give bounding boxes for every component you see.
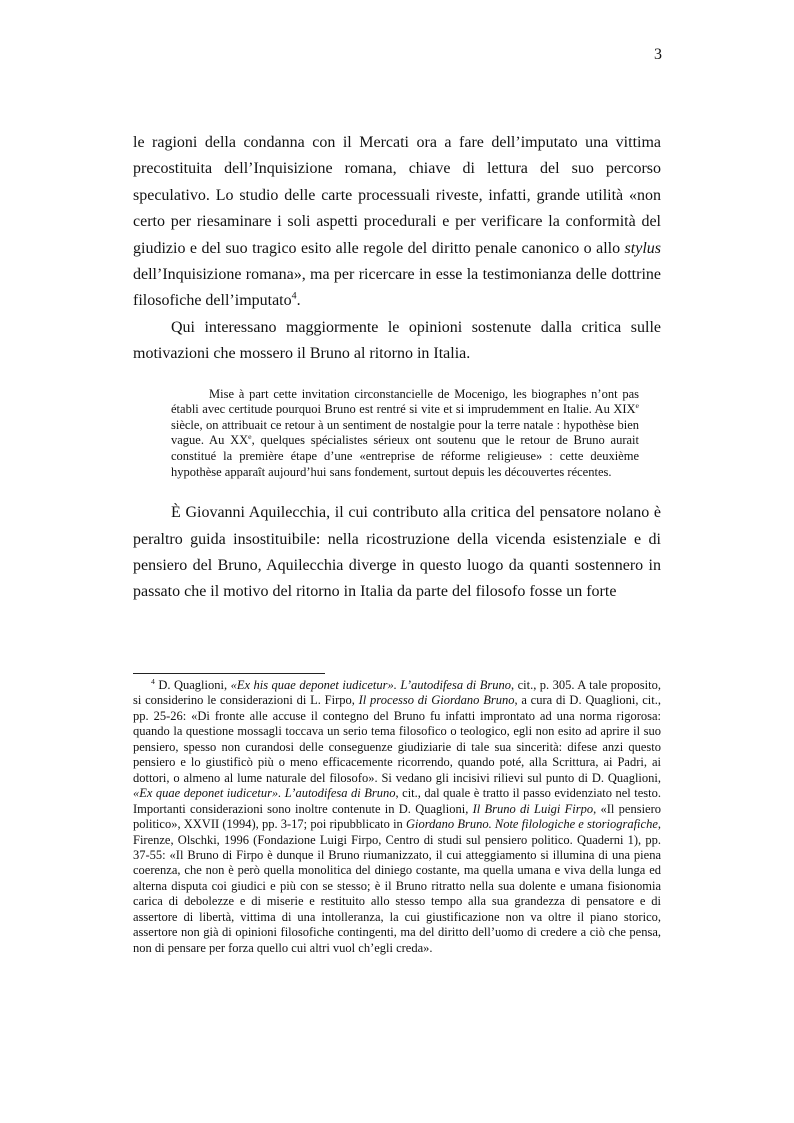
paragraph-2: Qui interessano maggiormente le opinioni sostenute dalla critica sulle motivazioni che mossero il Bruno al ritorno in Italia. bbox=[133, 318, 661, 363]
footnote-text-f: , Firenze, Olschki, 1996 (Fondazione Luigi Firpo, Centro di studi sul pensiero politico. Quaderni 1), pp. 37-55: «Il Bruno di Firpo è dunque il Bruno riumanizzato, il cui atteggiamento si illumina di una piena coerenza, che non è però quella monolitica del diniego costante, ma quella umana e viva della lunga ed alterna disputa coi giudici e più con se stesso; è il Bruno ritratto nella sua dolente e umana fisionomia carica di debolezze e di miserie e restituito allo stesso tempo alla sua grandezza di pensatore e di assertore di libertà, vittima di una intolleranza, la cui giustificazione non va oltre il piano storico, assertore non già di opinioni filosofiche contingenti, ma del diritto dell’uomo di credere a ciò che pensa, non di pensare per forza quello cui altri vuol ch’egli creda». bbox=[133, 817, 661, 955]
footnote-reference[interactable]: 4 bbox=[291, 291, 297, 302]
footnote-italic-e: Giordano Bruno. Note filologiche e storiografiche bbox=[405, 817, 658, 832]
footnote-text-a: D. Quaglioni, bbox=[154, 678, 231, 692]
footnote-italic-b: Il processo di Giordano Bruno bbox=[358, 693, 515, 708]
paragraph-1 bbox=[133, 130, 661, 315]
footnote-separator bbox=[133, 673, 325, 674]
footnote-number: 4 bbox=[151, 676, 155, 686]
footnote-text-c: , a cura di D. Quaglioni, cit., pp. 25-26: «Di fronte alle accuse il contegno del Bruno fu infatti improntato ad una norma rigorosa: quando la questione mossagli toccava un serio tema filosofico o teologico, egli non esito ad aprire il suo pensiero, spesso non curandosi delle conseguenze giudiziarie di tale sua sincerità: difese anzi questo pensiero e lo giustificò più o meno efficacemente ricorrendo, quando poté, alla Scrittura, ai Padri, ai dottori, o almeno al lume naturale del filosofo». Si vedano gli incisivi rilievi sul punto di D. Quaglioni, bbox=[133, 693, 661, 785]
footnote-text-d: , cit., dal quale è tratto il passo evidenziato nel testo. Importanti considerazioni sono inoltre contenute in D. Quaglioni, bbox=[133, 786, 661, 816]
footnote-italic-a: «Ex his quae deponet iudicetur». L’autodifesa di Bruno bbox=[230, 678, 511, 692]
paragraph-1-text-a: le ragioni della condanna con il Mercati ora a fare dell’imputato una vittima precostituita dell’Inquisizione romana, chiave di lettura del suo percorso speculativo. Lo studio delle carte processuali riveste, infatti, grande utilità «non certo per riesaminare i soli aspetti procedurali e per verificare la conformità del giudizio e del suo tragico esito alle regole del diritto penale canonico o allo bbox=[133, 134, 661, 257]
footnote-text-e: , «Il pensiero politico», XXVII (1994), pp. 3-17; poi ripubblicato in bbox=[133, 801, 662, 832]
quote-text-b: siècle, on attribuait ce retour à un sentiment de nostalgie pour la terre natale : hypothèse bien vague. Au XX bbox=[171, 417, 639, 448]
paragraph-1-text-b: dell’Inquisizione romana», ma per ricercare in esse la testimonianza delle dottrine filosofiche dell’imputato bbox=[133, 266, 661, 310]
paragraph-1-text-c: . bbox=[296, 292, 301, 310]
footnote-italic-c: «Ex quae deponet iudicetur». L’autodifesa di Bruno bbox=[133, 786, 396, 801]
footnote-4 bbox=[133, 678, 661, 956]
paragraph-3: È Giovanni Aquilecchia, il cui contributo alla critica del pensatore nolano è peraltro guida insostituibile: nella ricostruzione della vicenda esistenziale e di pensiero del Bruno, Aquilecchia diverge in questo luogo da quanti sostennero in passato che il motivo del ritorno in Italia da parte del filosofo fosse un forte bbox=[133, 504, 661, 601]
quote-text-a: Mise à part cette invitation circonstancielle de Mocenigo, les biographes n’ont pas établi avec certitude pourquoi Bruno est rentré si vite et si imprudemment en Italie. Au XIX bbox=[171, 386, 639, 417]
paragraph-1-italic: stylus bbox=[624, 239, 661, 257]
quote-sup-1: e bbox=[635, 401, 639, 411]
quote-sup-2: e bbox=[248, 432, 252, 442]
main-text bbox=[133, 130, 661, 606]
footnote-italic-d: Il Bruno di Luigi Firpo bbox=[472, 801, 594, 816]
quote-text-c: , quelques spécialistes sérieux ont soutenu que le retour de Bruno aurait constitué la première étape d’une «entreprise de réforme religieuse» : cette deuxième hypothèse apparaît aujourd’hui sans fondement, surtout depuis les découvertes récentes. bbox=[171, 433, 639, 479]
block-quote bbox=[171, 387, 639, 481]
page-number: 3 bbox=[654, 46, 662, 63]
footnote-text-b: , cit., p. 305. A tale proposito, si considerino le considerazioni di L. Firpo, bbox=[133, 678, 661, 708]
